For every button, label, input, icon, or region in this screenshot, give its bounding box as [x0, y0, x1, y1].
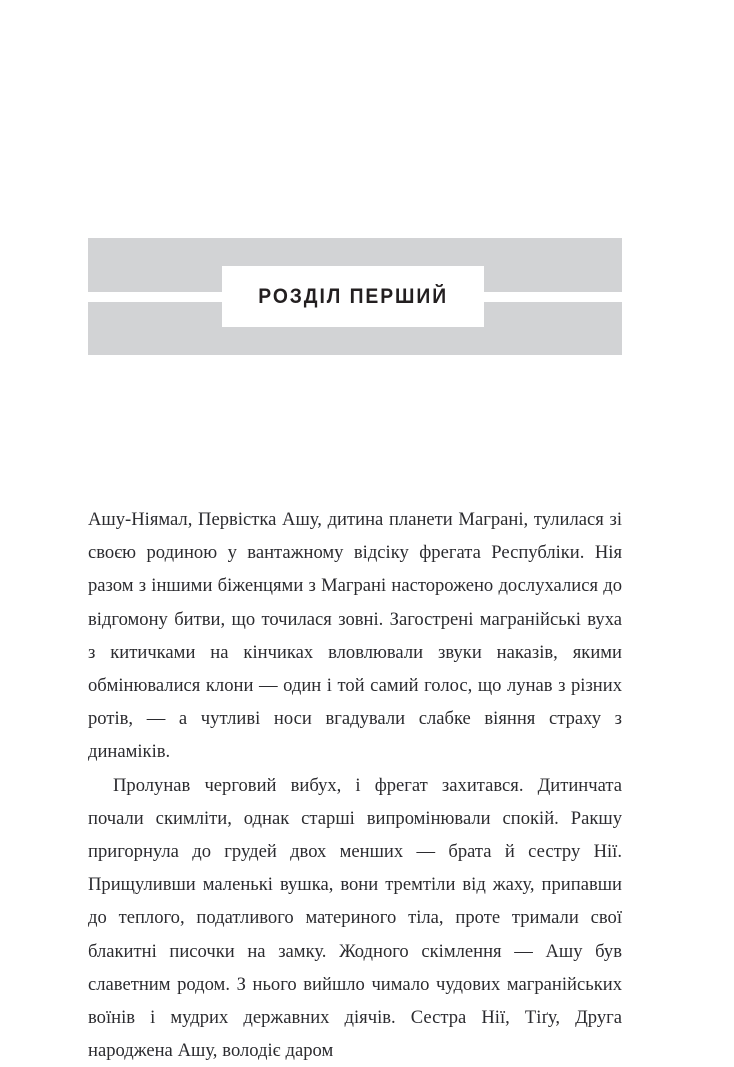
chapter-heading-ornament	[88, 238, 622, 355]
chapter-title-box	[222, 266, 484, 327]
paragraph-1: Ашу-Ніямал, Первістка Ашу, дитина планети Маграні, тулилася зі своєю родиною у вантажному відсіку фрегата Республіки. Нія разом з іншими біженцями з Маграні насторожено дослухалися до відгомону битви, що точилася зовні. Загострені магранійські вуха з китичками на кінчиках вловлювали звуки наказів, якими обмінювалися клони — один і той самий голос, що лунав з різних ротів, — а чутливі носи вгадували слабке віяння страху з динаміків.	[88, 509, 622, 763]
paragraph-2: Пролунав черговий вибух, і фрегат захитався. Дитинчата почали скимліти, однак старші випромінювали спокій. Ракшу пригорнула до грудей двох менших — брата й сестру Нії. Прищуливши маленькі вушка, вони тремтіли від жаху, припавши до теплого, податливого материного тіла, проте тримали свої блакитні писочки на замку. Жодного скімлення — Ашу був славетним родом. З нього вийшло чимало чудових магранійських воїнів і мудрих державних діячів. Сестра Нії, Тіґу, Друга народжена Ашу, володіє даром	[88, 774, 622, 1062]
chapter-title: РОЗДІЛ ПЕРШИЙ	[258, 284, 448, 308]
body-text-block	[88, 503, 622, 1067]
